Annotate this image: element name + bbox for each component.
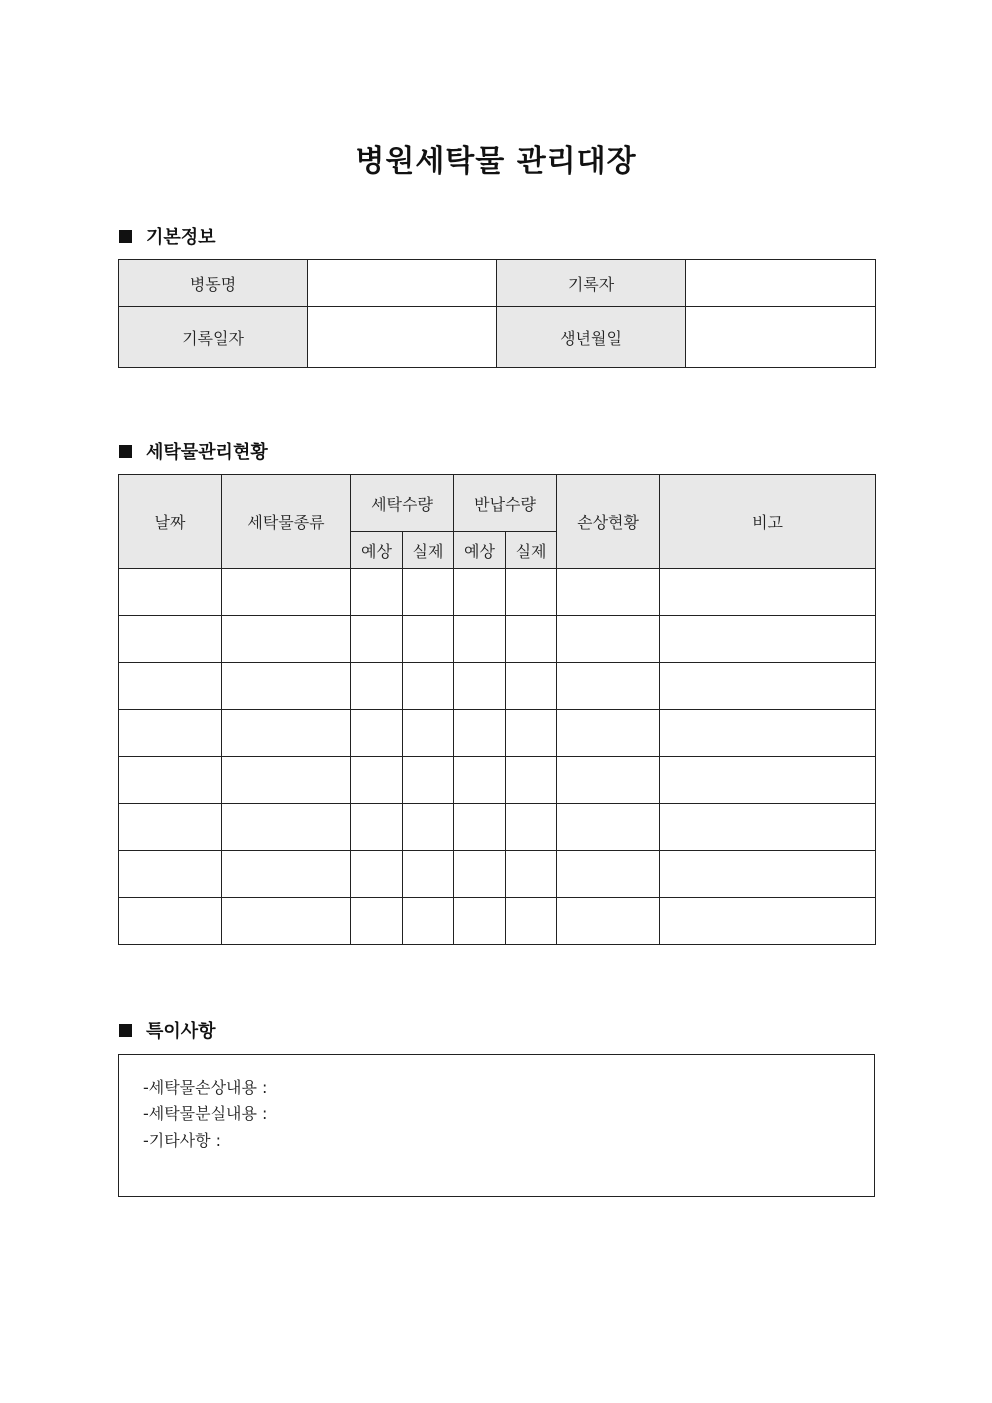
cell-damage[interactable] (557, 710, 660, 757)
record-date-field[interactable] (308, 307, 497, 368)
section-heading-notes (119, 1017, 216, 1043)
cell-date[interactable] (119, 898, 222, 945)
square-bullet-icon (119, 445, 132, 458)
cell-remarks[interactable] (660, 898, 876, 945)
ward-field[interactable] (308, 260, 497, 307)
cell-return-actual[interactable] (506, 804, 557, 851)
cell-return-actual[interactable] (506, 851, 557, 898)
cell-date[interactable] (119, 804, 222, 851)
recorder-field[interactable] (686, 260, 876, 307)
cell-wash-actual[interactable] (403, 663, 454, 710)
basic-info-table (118, 259, 876, 368)
cell-return-expected[interactable] (454, 851, 506, 898)
section-title-notes: 특이사항 (146, 1021, 216, 1042)
table-row (119, 663, 876, 710)
cell-wash-expected[interactable] (351, 851, 403, 898)
cell-return-actual[interactable] (506, 616, 557, 663)
cell-date[interactable] (119, 710, 222, 757)
cell-remarks[interactable] (660, 663, 876, 710)
cell-wash-actual[interactable] (403, 569, 454, 616)
table-row (119, 569, 876, 616)
recorder-label: 기록자 (497, 260, 686, 307)
col-header-return-actual: 실제 (506, 532, 557, 569)
cell-damage[interactable] (557, 851, 660, 898)
square-bullet-icon (119, 1024, 132, 1037)
cell-return-actual[interactable] (506, 569, 557, 616)
cell-remarks[interactable] (660, 616, 876, 663)
cell-remarks[interactable] (660, 851, 876, 898)
table-row (119, 710, 876, 757)
cell-wash-actual[interactable] (403, 804, 454, 851)
col-header-wash-actual: 실제 (403, 532, 454, 569)
cell-date[interactable] (119, 757, 222, 804)
cell-type[interactable] (222, 851, 351, 898)
cell-type[interactable] (222, 804, 351, 851)
cell-wash-expected[interactable] (351, 569, 403, 616)
cell-date[interactable] (119, 851, 222, 898)
cell-type[interactable] (222, 663, 351, 710)
cell-damage[interactable] (557, 898, 660, 945)
col-header-damage: 손상현황 (557, 475, 660, 569)
cell-damage[interactable] (557, 663, 660, 710)
cell-damage[interactable] (557, 569, 660, 616)
col-header-return-qty: 반납수량 (454, 475, 557, 532)
cell-return-actual[interactable] (506, 898, 557, 945)
table-row (119, 757, 876, 804)
cell-remarks[interactable] (660, 757, 876, 804)
col-header-wash-qty: 세탁수량 (351, 475, 454, 532)
cell-damage[interactable] (557, 757, 660, 804)
cell-wash-expected[interactable] (351, 616, 403, 663)
cell-date[interactable] (119, 663, 222, 710)
cell-remarks[interactable] (660, 569, 876, 616)
cell-date[interactable] (119, 616, 222, 663)
note-other: -기타사항 : (143, 1131, 222, 1150)
cell-type[interactable] (222, 898, 351, 945)
cell-wash-expected[interactable] (351, 663, 403, 710)
cell-damage[interactable] (557, 804, 660, 851)
birth-date-field[interactable] (686, 307, 876, 368)
cell-type[interactable] (222, 757, 351, 804)
cell-type[interactable] (222, 569, 351, 616)
square-bullet-icon (119, 230, 132, 243)
cell-return-expected[interactable] (454, 663, 506, 710)
section-title-laundry: 세탁물관리현황 (146, 442, 268, 463)
cell-return-actual[interactable] (506, 757, 557, 804)
ward-label: 병동명 (119, 260, 308, 307)
cell-remarks[interactable] (660, 804, 876, 851)
table-row (119, 851, 876, 898)
col-header-date: 날짜 (119, 475, 222, 569)
cell-damage[interactable] (557, 616, 660, 663)
birth-date-label: 생년월일 (497, 307, 686, 368)
cell-return-actual[interactable] (506, 710, 557, 757)
col-header-wash-expected: 예상 (351, 532, 403, 569)
cell-return-expected[interactable] (454, 757, 506, 804)
table-row (119, 898, 876, 945)
cell-wash-actual[interactable] (403, 851, 454, 898)
record-date-label: 기록일자 (119, 307, 308, 368)
cell-wash-expected[interactable] (351, 710, 403, 757)
cell-return-expected[interactable] (454, 898, 506, 945)
col-header-return-expected: 예상 (454, 532, 506, 569)
table-row (119, 616, 876, 663)
notes-box[interactable] (118, 1054, 875, 1197)
cell-wash-actual[interactable] (403, 616, 454, 663)
section-title-basic: 기본정보 (146, 227, 216, 248)
note-damage: -세탁물손상내용 : (143, 1078, 268, 1097)
note-lost: -세탁물분실내용 : (143, 1104, 268, 1123)
cell-remarks[interactable] (660, 710, 876, 757)
table-row (119, 804, 876, 851)
col-header-remarks: 비고 (660, 475, 876, 569)
cell-date[interactable] (119, 569, 222, 616)
cell-wash-expected[interactable] (351, 757, 403, 804)
cell-type[interactable] (222, 616, 351, 663)
cell-return-expected[interactable] (454, 616, 506, 663)
cell-return-actual[interactable] (506, 663, 557, 710)
col-header-type: 세탁물종류 (222, 475, 351, 569)
cell-return-expected[interactable] (454, 569, 506, 616)
cell-wash-expected[interactable] (351, 804, 403, 851)
section-heading-basic (119, 223, 216, 249)
section-heading-laundry (119, 438, 268, 464)
cell-type[interactable] (222, 710, 351, 757)
cell-wash-actual[interactable] (403, 898, 454, 945)
cell-wash-expected[interactable] (351, 898, 403, 945)
page-title: 병원세탁물 관리대장 (355, 144, 637, 179)
cell-wash-actual[interactable] (403, 757, 454, 804)
cell-wash-actual[interactable] (403, 710, 454, 757)
cell-return-expected[interactable] (454, 710, 506, 757)
laundry-table (118, 474, 876, 945)
cell-return-expected[interactable] (454, 804, 506, 851)
